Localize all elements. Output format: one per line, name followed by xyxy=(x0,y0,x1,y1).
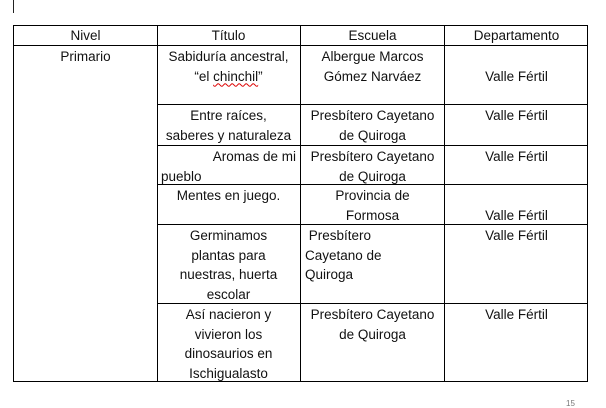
projects-table xyxy=(13,25,588,382)
cell-line: Provincia de xyxy=(335,188,410,203)
cell-line xyxy=(449,186,584,206)
cell-line: Valle Fértil xyxy=(485,108,548,123)
cell-line: Así nacieron y xyxy=(185,307,272,322)
cell-line: dinosaurios en xyxy=(184,346,273,362)
cell-line: vivieron los xyxy=(194,326,263,342)
escuela-cell xyxy=(301,304,445,382)
cell-line: plantas para xyxy=(191,247,266,263)
cell-line: de Quiroga xyxy=(339,127,406,143)
escuela-cell xyxy=(301,146,445,185)
departamento-cell xyxy=(445,304,588,382)
cell-line xyxy=(449,47,584,67)
titulo-cell xyxy=(157,185,301,225)
cell-line: Sabiduría ancestral, xyxy=(168,49,289,64)
escuela-cell xyxy=(301,46,445,105)
header-título: Título xyxy=(157,26,301,46)
titulo-cell xyxy=(157,146,301,185)
cell-line: Germinamos xyxy=(189,228,268,243)
cell-line: Ischigualasto xyxy=(189,366,268,382)
titulo-cell xyxy=(157,304,301,382)
escuela-cell xyxy=(301,185,445,225)
escuela-cell xyxy=(301,225,445,304)
cell-line: pueblo xyxy=(161,168,202,184)
cell-line: Albergue Marcos xyxy=(321,49,424,64)
titulo-cell xyxy=(157,46,301,105)
cell-line: nuestras, huerta xyxy=(179,267,278,283)
titulo-cell xyxy=(157,105,301,146)
cell-line: Quiroga xyxy=(305,267,354,283)
cell-line: de Quiroga xyxy=(339,168,406,184)
cell-line: Presbítero xyxy=(305,228,372,243)
escuela-cell xyxy=(301,105,445,146)
cell-line: saberes y naturaleza xyxy=(165,127,292,143)
cell-line: Presbítero Cayetano xyxy=(310,149,435,164)
cell-line: Presbítero Cayetano xyxy=(310,307,435,322)
cell-line: Mentes en juego. xyxy=(176,188,281,203)
cell-line: Cayetano de xyxy=(305,247,382,263)
cell-line: Formosa xyxy=(345,207,400,223)
header-departamento: Departamento xyxy=(445,26,588,46)
page-number: 15 xyxy=(566,399,575,408)
cell-line: de Quiroga xyxy=(339,326,406,342)
spelling-error-mark: chinchil xyxy=(213,68,259,84)
cell-line: Valle Fértil xyxy=(485,207,548,223)
titulo-cell xyxy=(157,225,301,304)
text-cursor xyxy=(13,0,14,13)
header-nivel: Nivel xyxy=(14,26,158,46)
cell-line: Entre raíces, xyxy=(190,108,267,123)
cell-line: Aromas de mi xyxy=(212,149,296,164)
departamento-cell xyxy=(445,46,588,105)
cell-line: escolar xyxy=(206,287,251,303)
header-escuela: Escuela xyxy=(301,26,445,46)
cell-line: Valle Fértil xyxy=(485,149,548,164)
cell-line: “el chinchil” xyxy=(194,68,263,84)
departamento-cell xyxy=(445,185,588,225)
departamento-cell xyxy=(445,105,588,146)
cell-line: Gómez Narváez xyxy=(323,68,422,84)
nivel-cell: Primario xyxy=(14,46,158,382)
departamento-cell xyxy=(445,225,588,304)
cell-line: Valle Fértil xyxy=(485,68,548,84)
cell-line: Presbítero Cayetano xyxy=(310,108,435,123)
cell-line: Valle Fértil xyxy=(485,228,548,243)
departamento-cell xyxy=(445,146,588,185)
cell-line: Valle Fértil xyxy=(485,307,548,322)
